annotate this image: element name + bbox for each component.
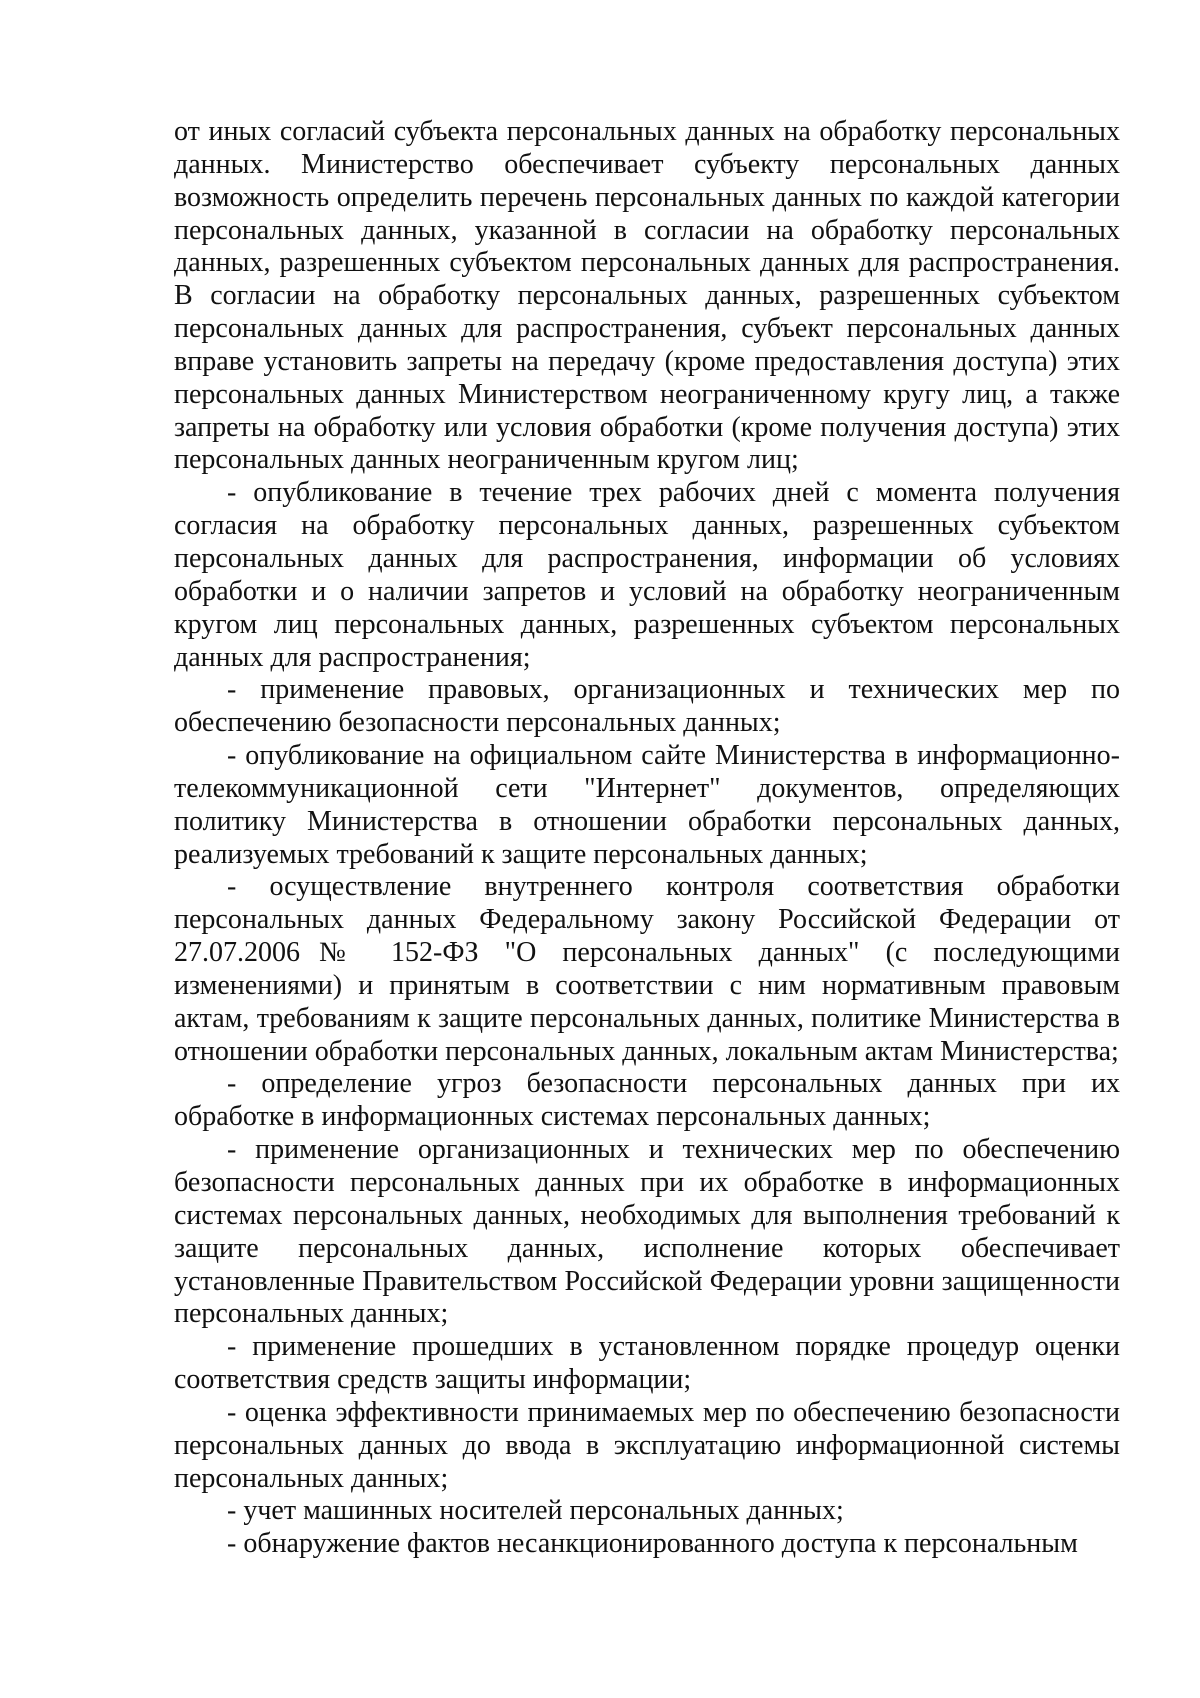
paragraph-organizational-measures: - применение организационных и технических мер по обеспечению безопасности персональных данных при их обработке в информационных системах персональных данных, необходимых для выполнения требований к защите персональных данных, исполнение которых обеспечивает установленные Правительством Российской Федерации уровни защищенности персональных данных;: [174, 1134, 1120, 1330]
paragraph-publish-policy: - опубликование на официальном сайте Министерства в информационно-телекоммуникационной сети "Интернет" документов, определяющих политику Министерства в отношении обработки персональных данных, реализуемых требований к защите персональных данных;: [174, 740, 1120, 870]
paragraph-conformity-assessment: - применение прошедших в установленном порядке процедур оценки соответствия средств защиты информации;: [174, 1331, 1120, 1396]
paragraph-internal-control: - осуществление внутреннего контроля соответствия обработки персональных данных Федеральному закону Российской Федерации от 27.07.2006№ 152-ФЗ "О персональных данных" (с последующими изменениями) и принятым в соответствии с ним нормативным правовым актам, требованиям к защите персональных данных, политике Министерства в отношении обработки персональных данных, локальным актам Министерства;: [174, 871, 1120, 1067]
paragraph-consent-restrictions: от иных согласий субъекта персональных данных на обработку персональных данных. Министерство обеспечивает субъекту персональных данных возможность определить перечень персональных данных по каждой категории персональных данных, указанной в согласии на обработку персональных данных, разрешенных субъектом персональных данных для распространения. В согласии на обработку персональных данных, разрешенных субъектом персональных данных для распространения, субъект персональных данных вправе установить запреты на передачу (кроме предоставления доступа) этих персональных данных Министерством неограниченному кругу лиц, а также запреты на обработку или условия обработки (кроме получения доступа) этих персональных данных неограниченным кругом лиц;: [174, 116, 1120, 476]
paragraph-publication-conditions: - опубликование в течение трех рабочих дней с момента получения согласия на обработку персональных данных, разрешенных субъектом персональных данных для распространения, информации об условиях обработки и о наличии запретов и условий на обработку неограниченным кругом лиц персональных данных, разрешенных субъектом персональных данных для распространения;: [174, 477, 1120, 673]
paragraph-legal-measures: - применение правовых, организационных и технических мер по обеспечению безопасности персональных данных;: [174, 674, 1120, 739]
paragraph-threat-definition: - определение угроз безопасности персональных данных при их обработке в информационных системах персональных данных;: [174, 1068, 1120, 1133]
document-body: [174, 116, 1120, 1561]
paragraph-effectiveness-evaluation: - оценка эффективности принимаемых мер по обеспечению безопасности персональных данных до ввода в эксплуатацию информационной системы персональных данных;: [174, 1396, 1120, 1494]
paragraph-unauthorized-access: - обнаружение фактов несанкционированного доступа к персональным: [227, 1528, 1078, 1560]
paragraph-media-accounting: - учет машинных носителей персональных данных;: [227, 1495, 844, 1527]
